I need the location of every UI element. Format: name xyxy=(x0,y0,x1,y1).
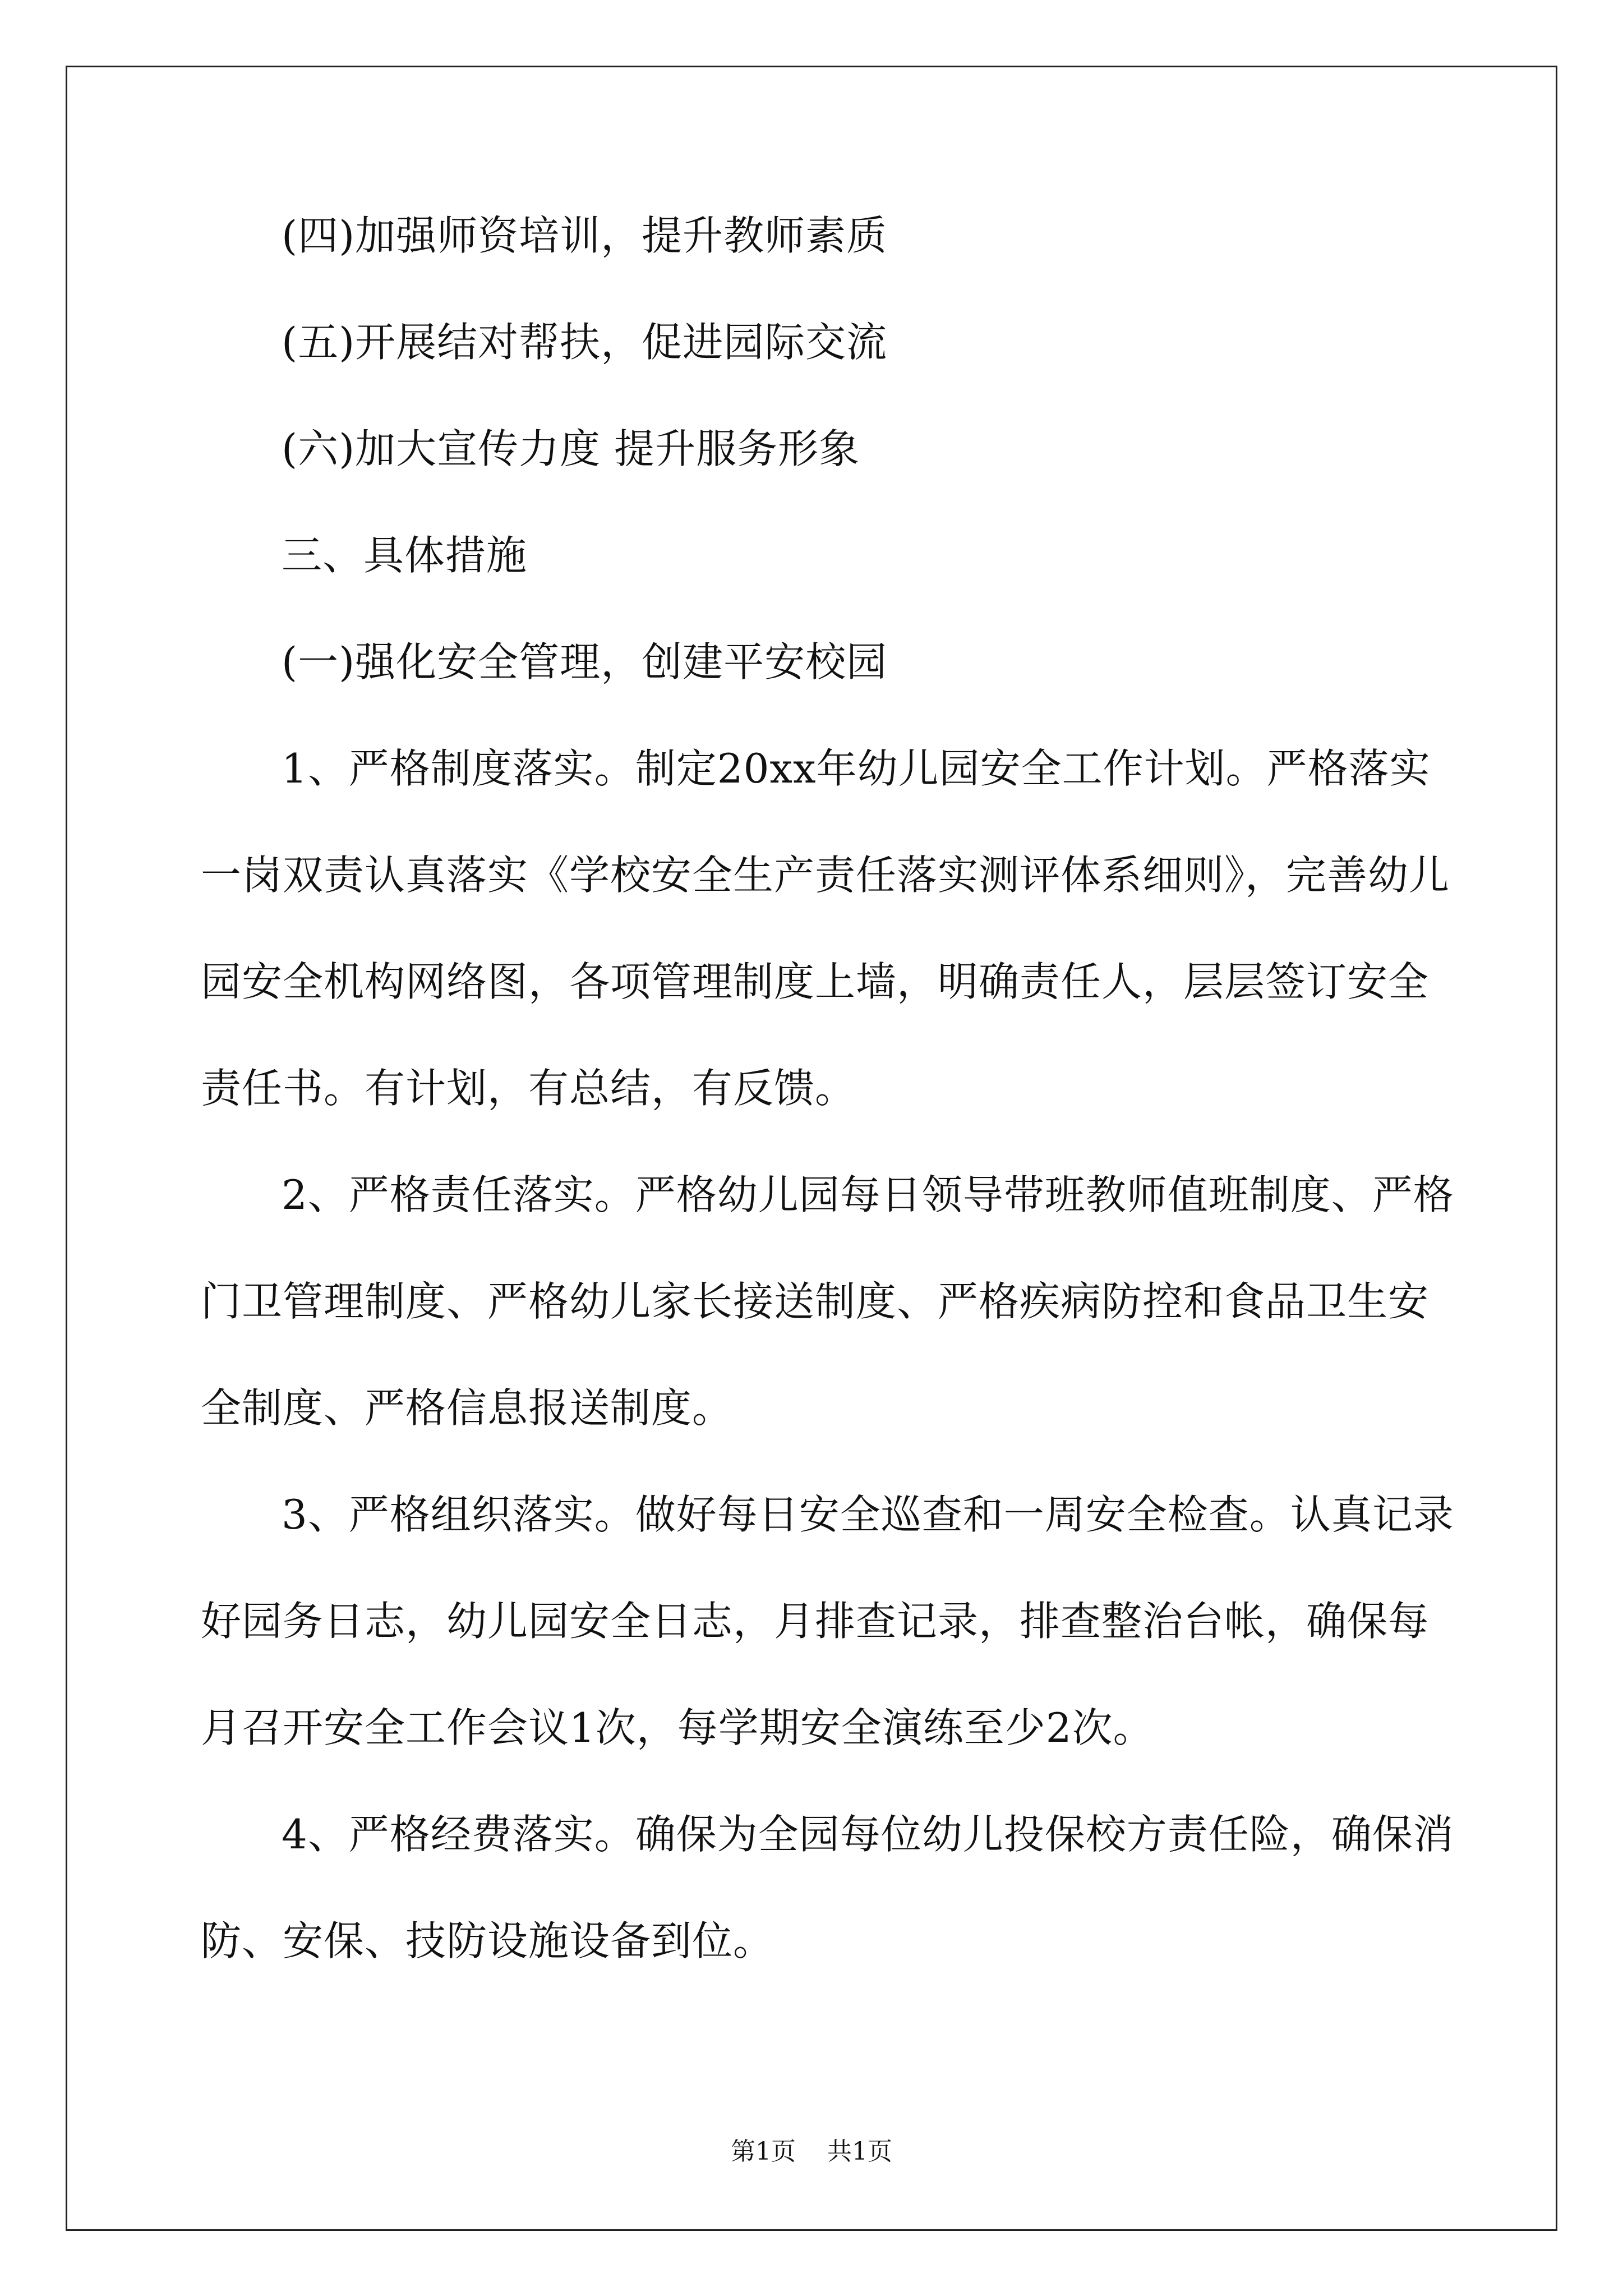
section-heading: 三、具体措施 xyxy=(282,532,528,579)
subsection-heading: (一)强化安全管理，创建平安校园 xyxy=(282,638,888,685)
paragraph-line: 3、严格组织落实。做好每日安全巡查和一周安全检查。认真记录 xyxy=(282,1491,1454,1538)
paragraph-line: 一岗双责认真落实《学校安全生产责任落实测评体系细则》，完善幼儿 xyxy=(201,852,1450,899)
paragraph-line: 全制度、严格信息报送制度。 xyxy=(201,1384,734,1432)
paragraph-line: 园安全机构网络图，各项管理制度上墙，明确责任人，层层签订安全 xyxy=(201,958,1430,1005)
paragraph-line: 4、严格经费落实。确保为全园每位幼儿投保校方责任险，确保消 xyxy=(282,1811,1454,1858)
paragraph xyxy=(201,1487,1454,1756)
paragraph-line: 门卫管理制度、严格幼儿家长接送制度、严格疾病防控和食品卫生安 xyxy=(201,1278,1430,1325)
paragraph xyxy=(201,740,1450,1116)
paragraph-line: 好园务日志，幼儿园安全日志，月排查记录，排查整治台帐，确保每 xyxy=(201,1598,1430,1645)
paragraph xyxy=(201,1167,1454,1436)
paragraph-line: 责任书。有计划，有总结，有反馈。 xyxy=(201,1065,856,1112)
paragraph-line: (五)开展结对帮扶，促进园际交流 xyxy=(282,319,888,366)
paragraph-line: 2、严格责任落实。严格幼儿园每日领导带班教师值班制度、严格 xyxy=(282,1171,1454,1218)
paragraph-line: (六)加大宣传力度 提升服务形象 xyxy=(282,425,860,472)
page-total: 共1页 xyxy=(827,2137,892,2166)
document-body xyxy=(201,208,1454,1969)
paragraph-line: (四)加强师资培训，提升教师素质 xyxy=(282,212,888,259)
paragraph xyxy=(201,1806,1454,1969)
page-footer xyxy=(0,2135,1623,2169)
paragraph-line: 1、严格制度落实。制定20xx年幼儿园安全工作计划。严格落实 xyxy=(282,745,1431,792)
paragraph-line: 防、安保、技防设施设备到位。 xyxy=(201,1917,774,1964)
paragraph-line: 月召开安全工作会议1次，每学期安全演练至少2次。 xyxy=(201,1704,1154,1751)
page-number: 第1页 xyxy=(731,2137,796,2166)
